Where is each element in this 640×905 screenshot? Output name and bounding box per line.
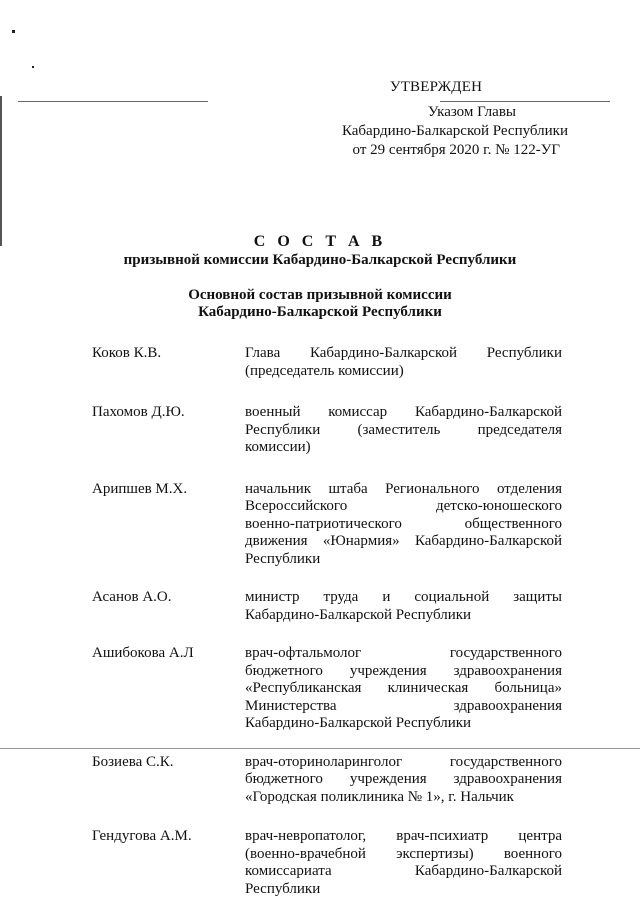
member-role-line: «Городская поликлиника № 1», г. Нальчик — [245, 788, 514, 805]
member-role-line: врач-офтальмолог государственного — [245, 645, 562, 661]
approval-line: от 29 сентября 2020 г. № 122-УГ — [352, 142, 560, 158]
member-role — [245, 404, 562, 457]
member-role — [245, 828, 562, 898]
scan-dash-line — [18, 101, 208, 102]
member-role-line: Всероссийского детско-юношеского — [245, 498, 562, 514]
member-role-line: (председатель комиссии) — [245, 362, 404, 379]
member-role — [245, 645, 562, 733]
member-role-line: (военно-врачебной экспертизы) военного — [245, 845, 562, 862]
member-name: Ашибокова А.Л — [92, 645, 194, 661]
member-role-line: врач-оториноларинголог государственного — [245, 753, 562, 770]
member-row — [92, 645, 562, 733]
member-name: Асанов А.О. — [92, 589, 172, 605]
member-role-line: начальник штаба Регионального отделения — [245, 480, 562, 497]
member-role-line: Кабардино-Балкарской Республики — [245, 606, 472, 623]
member-role-line: бюджетного учреждения здравоохранения — [245, 771, 562, 787]
approval-block — [300, 78, 568, 160]
member-role-line: комиссариата Кабардино-Балкарской — [245, 863, 562, 879]
member-role-line: комиссии) — [245, 439, 311, 455]
member-role-line: Республики (заместитель председателя — [245, 421, 562, 438]
member-role-line: Министерства здравоохранения — [245, 697, 562, 714]
member-role-line: Республики — [245, 550, 321, 567]
member-role-line: Республики — [245, 880, 321, 897]
member-role — [245, 589, 562, 624]
member-role — [245, 754, 562, 807]
member-role-line: врач-невропатолог, врач-психиатр центра — [245, 828, 562, 844]
member-list — [92, 345, 562, 898]
approval-line: Указом Главы — [427, 104, 516, 120]
member-role-line: Кабардино-Балкарской Республики — [245, 715, 472, 731]
member-name: Арипшев М.Х. — [92, 480, 188, 497]
member-name: Гендугова А.М. — [92, 828, 192, 844]
member-row — [92, 589, 562, 624]
member-row — [92, 481, 562, 569]
member-row — [92, 404, 562, 457]
member-row — [92, 345, 562, 380]
approval-line: Кабардино-Балкарской Республики — [341, 123, 568, 139]
approval-title: УТВЕРЖДЕН — [389, 79, 483, 95]
section-heading: Кабардино-Балкарской Республики — [198, 304, 442, 320]
member-role — [245, 481, 562, 569]
document-subtitle: призывной комиссии Кабардино-Балкарской Республики — [123, 252, 517, 268]
document-title: С О С Т А В — [253, 233, 387, 250]
member-role-line: бюджетного учреждения здравоохранения — [245, 662, 562, 679]
member-name: Коков К.В. — [92, 345, 162, 361]
member-row — [92, 828, 562, 898]
scan-speck — [12, 30, 15, 33]
member-name: Бозиева С.К. — [92, 753, 174, 770]
scan-speck — [32, 66, 34, 68]
member-role — [245, 345, 562, 380]
section-heading: Основной состав призывной комиссии — [188, 287, 452, 303]
member-role-line: военно-патриотического общественного — [245, 515, 562, 532]
member-role-line: движения «Юнармия» Кабардино-Балкарской — [245, 533, 562, 549]
member-row — [92, 754, 562, 807]
member-role-line: военный комиссар Кабардино-Балкарской — [245, 404, 562, 420]
member-role-line: министр труда и социальной защиты — [245, 589, 562, 605]
member-name: Пахомов Д.Ю. — [92, 404, 185, 420]
member-role-line: «Республиканская клиническая больница» — [245, 680, 562, 696]
member-role-line: Глава Кабардино-Балкарской Республики — [245, 345, 562, 361]
scan-edge-line — [0, 96, 2, 246]
